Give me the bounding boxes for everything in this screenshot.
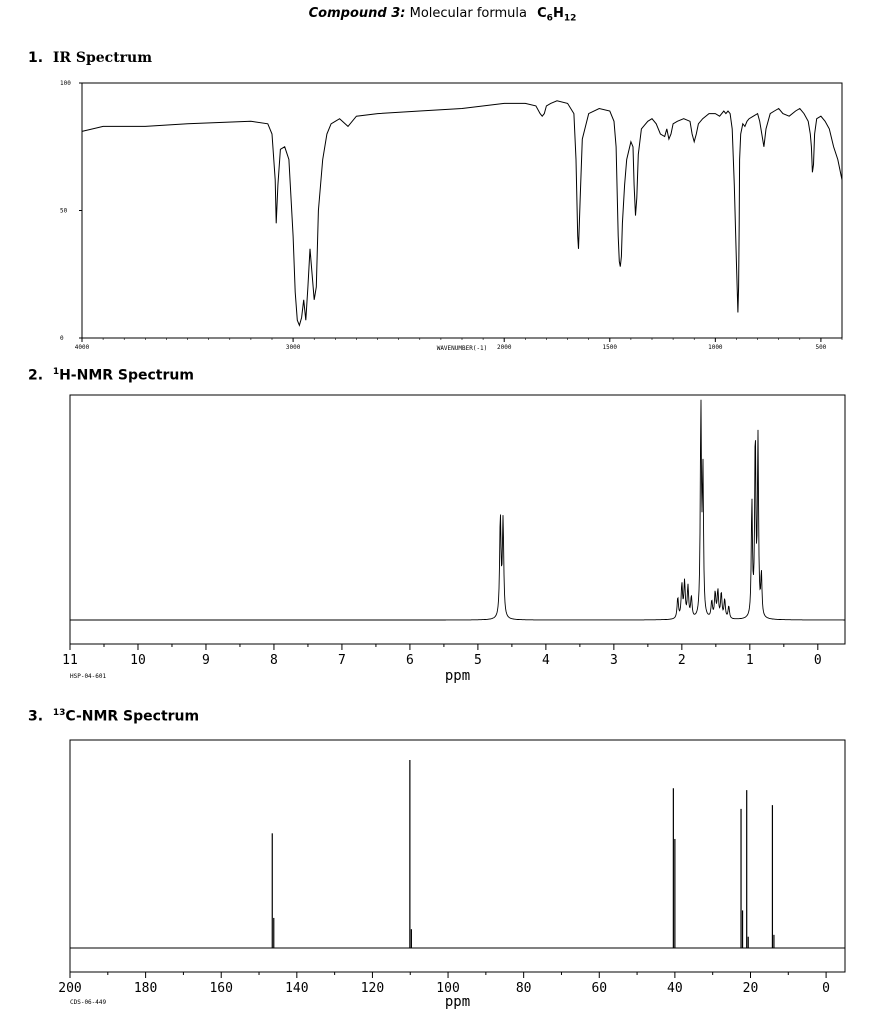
ir-y-tick-label: 50 bbox=[60, 207, 68, 215]
hnmr-id-annotation: HSP-04-601 bbox=[70, 673, 107, 680]
page-title bbox=[0, 6, 885, 24]
cnmr-x-tick-label: 40 bbox=[667, 981, 683, 996]
hnmr-x-tick-label: 11 bbox=[62, 653, 78, 668]
ir-x-tick-label: 3000 bbox=[285, 344, 301, 351]
ir-x-tick-label: 2000 bbox=[496, 344, 512, 351]
cnmr-x-tick-label: 160 bbox=[209, 981, 233, 996]
cnmr-section-title: 3. $^{13}$C-NMR Spectrum bbox=[28, 708, 200, 725]
hnmr-x-tick-label: 10 bbox=[130, 653, 146, 668]
cnmr-x-tick-label: 120 bbox=[360, 981, 385, 996]
cnmr-x-tick-label: 60 bbox=[591, 981, 608, 996]
cnmr-x-tick-label: 80 bbox=[515, 981, 532, 996]
hnmr-spectrum-line bbox=[70, 400, 845, 620]
ir-x-tick-label: 4000 bbox=[74, 344, 90, 351]
hnmr-x-tick-label: 4 bbox=[541, 653, 550, 668]
compound-label: Compound 3: bbox=[308, 6, 406, 21]
hnmr-x-tick-label: 1 bbox=[745, 653, 754, 668]
ir-x-tick-label: 1000 bbox=[708, 344, 723, 351]
formula-caption: Molecular formula bbox=[409, 6, 527, 21]
cnmr-x-tick-label: 200 bbox=[58, 981, 82, 996]
cnmr-x-tick-label: 180 bbox=[133, 981, 158, 996]
hnmr-section-title: 2. $^1$H-NMR Spectrum bbox=[28, 367, 194, 384]
ir-x-tick-label: 1500 bbox=[602, 344, 618, 351]
hnmr-x-tick-label: 0 bbox=[813, 653, 822, 668]
hnmr-x-axis-label: ppm bbox=[444, 668, 471, 684]
hnmr-x-tick-label: 7 bbox=[338, 653, 346, 668]
hnmr-x-tick-label: 2 bbox=[677, 653, 686, 668]
ir-section-title: 1. IR Spectrum bbox=[28, 50, 153, 66]
cnmr-spectrum-chart bbox=[0, 730, 885, 1020]
hnmr-spectrum-chart bbox=[0, 385, 885, 685]
ir-plot-frame bbox=[82, 83, 842, 338]
cnmr-x-tick-label: 100 bbox=[436, 981, 460, 996]
hnmr-x-tick-label: 8 bbox=[270, 653, 278, 668]
cnmr-x-tick-label: 140 bbox=[285, 981, 309, 996]
molecular-formula: $C_6H_{12}$ bbox=[537, 6, 577, 24]
ir-transmittance-line bbox=[82, 101, 842, 325]
cnmr-x-tick-label: 0 bbox=[822, 981, 831, 996]
ir-spectrum-chart bbox=[0, 65, 885, 365]
cnmr-id-annotation: CDS-06-449 bbox=[70, 999, 107, 1006]
hnmr-x-tick-label: 6 bbox=[405, 653, 414, 668]
cnmr-x-axis-label: ppm bbox=[444, 994, 471, 1010]
ir-y-tick-label: 100 bbox=[60, 80, 71, 87]
ir-x-axis-label: WAVENUMBER(-1) bbox=[436, 345, 488, 352]
ir-x-tick-label: 500 bbox=[815, 344, 827, 351]
hnmr-x-tick-label: 9 bbox=[202, 653, 210, 668]
cnmr-x-tick-label: 20 bbox=[742, 981, 759, 996]
cnmr-plot-frame bbox=[70, 740, 845, 972]
ir-y-tick-label: 0 bbox=[60, 335, 64, 342]
hnmr-x-tick-label: 5 bbox=[473, 653, 482, 668]
hnmr-x-tick-label: 3 bbox=[609, 653, 618, 668]
